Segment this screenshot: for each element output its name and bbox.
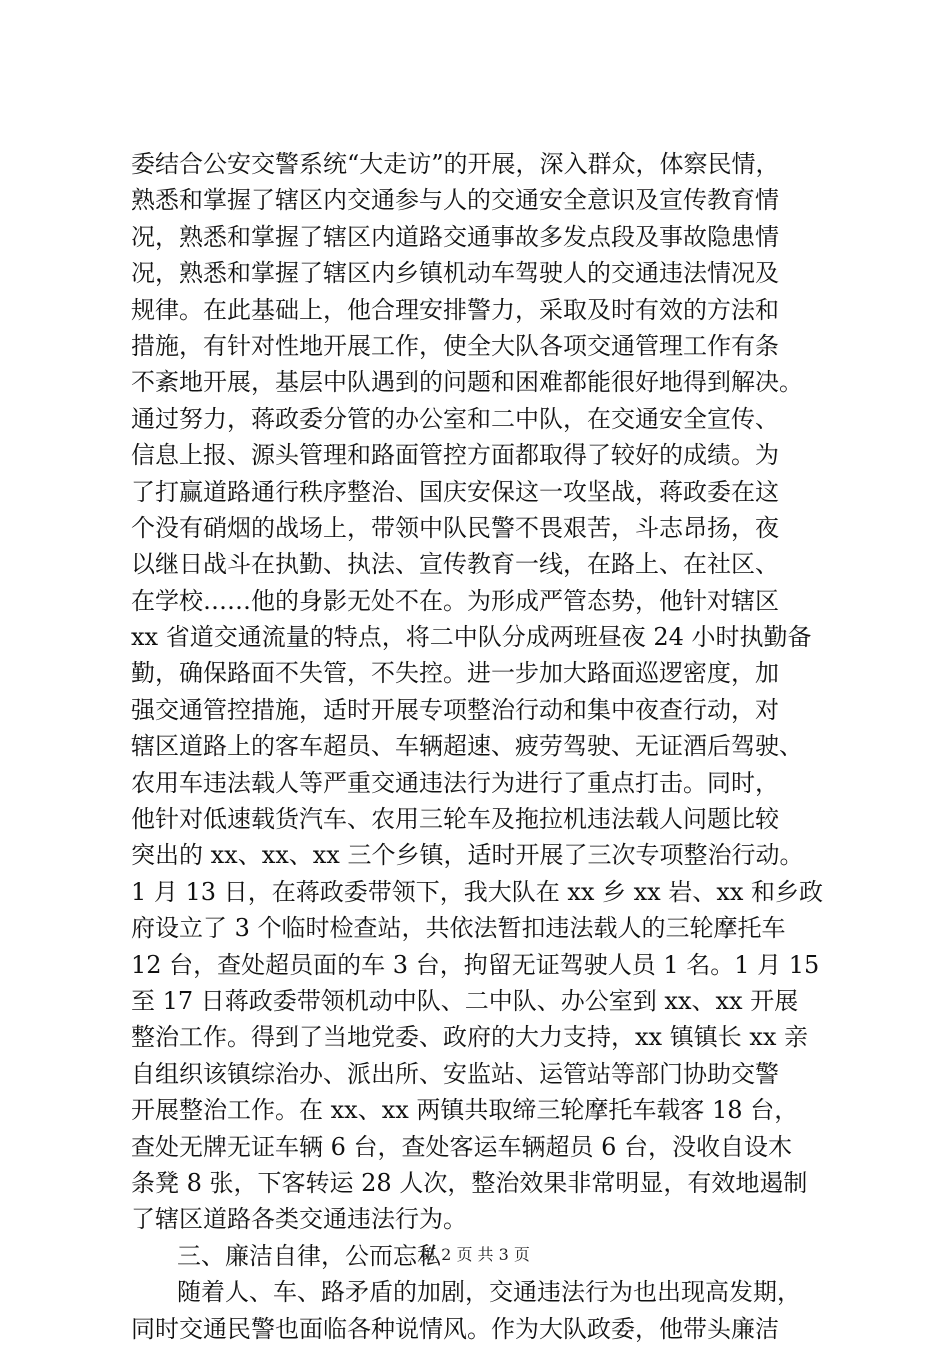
text-line: 府设立了 3 个临时检查站，共依法暂扣违法载人的三轮摩托车 [131,914,786,943]
section-heading: 三、廉洁自律，公而忘私 [177,1241,441,1270]
text-line: 个没有硝烟的战场上，带领中队民警不畏艰苦，斗志昂扬，夜 [131,513,779,542]
text-line: 在学校……他的身影无处不在。为形成严管态势，他针对辖区 [131,586,779,615]
text-line: 查处无牌无证车辆 6 台，查处客运车辆超员 6 台，没收自设木 [131,1132,793,1161]
text-line: 信息上报、源头管理和路面管控方面都取得了较好的成绩。为 [131,441,779,470]
text-line: 以继日战斗在执勤、执法、宣传教育一线，在路上、在社区、 [131,550,779,579]
document-body [131,146,831,1347]
text-line: 农用车违法载人等严重交通违法行为进行了重点打击。同时， [131,768,779,797]
text-line: 规律。在此基础上，他合理安排警力，采取及时有效的方法和 [131,295,779,324]
text-line: 熟悉和掌握了辖区内交通参与人的交通安全意识及宣传教育情 [131,186,779,215]
text-line: 强交通管控措施，适时开展专项整治行动和集中夜查行动，对 [131,695,779,724]
text-line: 措施，有针对性地开展工作，使全大队各项交通管理工作有条 [131,331,779,360]
text-line: 开展整治工作。在 xx、xx 两镇共取缔三轮摩托车载客 18 台， [131,1096,799,1125]
text-line: 况，熟悉和掌握了辖区内道路交通事故多发点段及事故隐患情 [131,222,779,251]
text-line: 自组织该镇综治办、派出所、安监站、运管站等部门协助交警 [131,1059,779,1088]
text-line: 了打赢道路通行秩序整治、国庆安保这一攻坚战，蒋政委在这 [131,477,779,506]
page-number-footer: 第 2 页 共 3 页 [420,1245,530,1264]
text-line: 况，熟悉和掌握了辖区内乡镇机动车驾驶人的交通违法情况及 [131,259,779,288]
text-line: 12 台，查处超员面的车 3 台，拘留无证驾驶人员 1 名。1 月 15 [131,950,820,979]
paragraph-first-line: 随着人、车、路矛盾的加剧，交通违法行为也出现高发期， [177,1278,801,1307]
text-line: 了辖区道路各类交通违法行为。 [131,1205,467,1234]
text-line: 辖区道路上的客车超员、车辆超速、疲劳驾驶、无证酒后驾驶、 [131,732,803,761]
text-line: 不紊地开展，基层中队遇到的问题和困难都能很好地得到解决。 [131,368,803,397]
text-line: 他针对低速载货汽车、农用三轮车及拖拉机违法载人问题比较 [131,805,779,834]
text-line: 同时交通民警也面临各种说情风。作为大队政委，他带头廉洁 [131,1314,779,1343]
text-line: 通过努力，蒋政委分管的办公室和二中队，在交通安全宣传、 [131,404,779,433]
text-line: 至 17 日蒋政委带领机动中队、二中队、办公室到 xx、xx 开展 [131,986,799,1015]
text-line: xx 省道交通流量的特点，将二中队分成两班昼夜 24 小时执勤备 [131,623,812,652]
text-line: 整治工作。得到了当地党委、政府的大力支持，xx 镇镇长 xx 亲 [131,1023,809,1052]
text-line: 突出的 xx、xx、xx 三个乡镇，适时开展了三次专项整治行动。 [131,841,804,870]
text-line: 勤，确保路面不失管，不失控。进一步加大路面巡逻密度，加 [131,659,779,688]
text-line: 条凳 8 张，下客转运 28 人次，整治效果非常明显，有效地遏制 [131,1168,808,1197]
text-line: 委结合公安交警系统“大走访”的开展，深入群众，体察民情， [131,150,780,178]
text-line: 1 月 13 日，在蒋政委带领下，我大队在 xx 乡 xx 岩、xx 和乡政 [131,877,824,906]
